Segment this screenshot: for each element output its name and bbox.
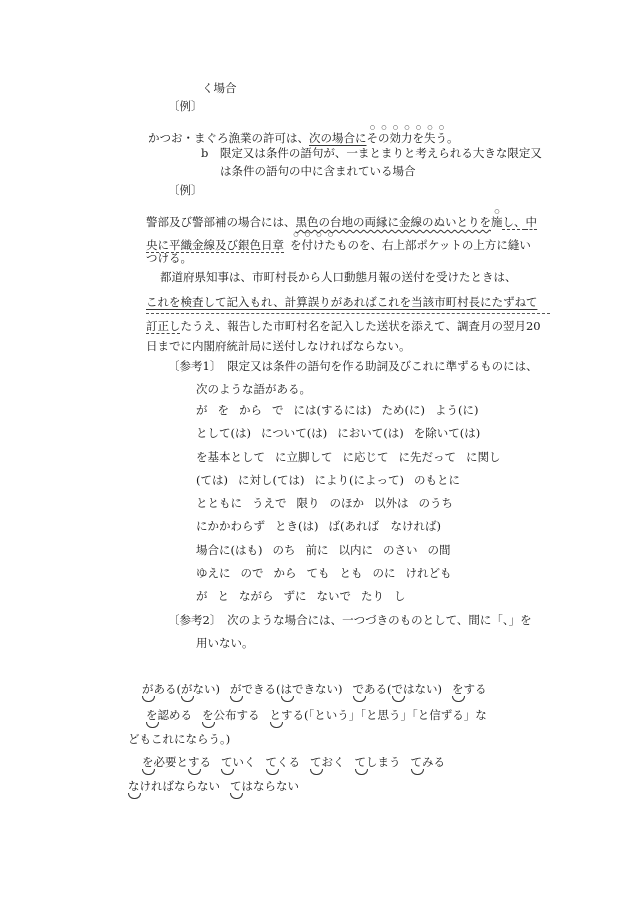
marked-particle: な <box>128 779 140 793</box>
reference-1-word: のうち <box>418 496 453 510</box>
reference-1-word: にかかわらず <box>196 519 265 533</box>
para-2-dashed-rule <box>146 313 550 314</box>
reference-1-word: を除いて(は) <box>413 426 481 440</box>
marked-particle: て <box>265 755 277 769</box>
marked-particle: を <box>452 682 464 696</box>
reference-1-row <box>196 452 501 464</box>
bottom-line-5 <box>128 781 299 793</box>
para-2-underlined: これを検査して記入もれ、計算誤りがあればこれを当該市町村長にたずねて <box>146 295 538 309</box>
reference-1-word: から <box>239 403 262 417</box>
example-1-dotted: その効力を失う。 <box>366 131 459 145</box>
para-2-line-4: 日までに内閣府統計局に送付しなければならない。 <box>146 339 411 353</box>
reference-1-word: において(は) <box>337 426 404 440</box>
reference-1-word: ても <box>306 566 330 580</box>
phrase-text: できない) <box>292 682 343 696</box>
bottom-2-text-b: 公布する <box>213 708 260 722</box>
example-1-text <box>148 124 459 145</box>
reference-1-word: とともに <box>196 496 242 510</box>
reference-1-word: うえで <box>252 496 287 510</box>
reference-1-word: のさい <box>382 543 418 557</box>
bottom-2-mark-c: と <box>269 708 281 722</box>
reference-1-row <box>196 545 450 557</box>
reference-1-word: のち <box>272 543 296 557</box>
reference-1-word: 場合に(はも) <box>196 543 263 557</box>
marked-particle: で <box>391 682 403 696</box>
reference-2-heading: 〔参考2〕 次のような場合には、一つづきのものとして、間に「、」を <box>168 613 532 627</box>
para-1-line-1 <box>146 208 537 229</box>
reference-1-word: のに <box>372 566 396 580</box>
phrase-text: ある( <box>364 682 392 696</box>
reference-1-word: とも <box>339 566 363 580</box>
para-2-line-3 <box>146 321 541 333</box>
para-2-line-2 <box>146 297 537 309</box>
reference-1-word: (ては) <box>196 473 228 487</box>
reference-1-row <box>196 498 453 510</box>
reference-1-word: を基本として <box>196 450 265 464</box>
para-1-dotted-b: を付けた <box>290 238 336 252</box>
reference-1-word: のほか <box>329 496 364 510</box>
para-2-line-1: 都道府県知事は、市町村長から人口動態月報の送付を受けたときは、 <box>160 270 517 284</box>
reference-1-word: ため(に) <box>381 403 425 417</box>
para-1-dashed-a: し、 <box>502 215 526 229</box>
reference-1-row <box>196 475 460 487</box>
reference-1-row <box>196 428 480 440</box>
para-1-wavy: 黒色の台地の両縁に金線のぬいとりを <box>295 215 491 229</box>
bottom-2-mark-b: を <box>202 708 214 722</box>
bottom-2-mark-a: を <box>146 708 158 722</box>
reference-1-row <box>196 521 441 533</box>
reference-1-word: ば(あれば なければ) <box>328 519 441 533</box>
reference-1-word: たり <box>361 589 384 603</box>
reference-1-word: ずに <box>283 589 307 603</box>
phrase-text: おく <box>321 755 345 769</box>
example-1-part-a: かつお・まぐろ漁業の許可は、 <box>148 131 309 145</box>
bottom-line-2 <box>146 710 487 722</box>
phrase-text: する <box>463 682 487 696</box>
marked-particle: を <box>142 755 154 769</box>
phrase-text: ない) <box>192 682 220 696</box>
reference-1-word: ないで <box>316 589 351 603</box>
reference-2-continuation: 用いない。 <box>196 636 254 650</box>
reference-1-word: 以外は <box>374 496 409 510</box>
para-1-dashed-b: 中 <box>525 215 537 229</box>
example-label-2: 〔例〕 <box>168 183 203 197</box>
para-1-part-c: ものを、右上部ポケットの上方に縫い <box>336 238 531 252</box>
reference-1-row <box>196 405 478 417</box>
reference-1-word: に立脚して <box>275 450 333 464</box>
reference-1-word: について(は) <box>260 426 328 440</box>
reference-1-word: の間 <box>427 543 451 557</box>
reference-1-word: と <box>217 589 229 603</box>
bottom-line-1 <box>142 684 487 696</box>
phrase-text: はならない <box>241 779 299 793</box>
para-1-dashed-c: 央に平織金線及び銀色日章 <box>146 238 284 252</box>
reference-1-word: に関し <box>466 450 501 464</box>
reference-1-word: から <box>273 566 297 580</box>
marked-particle: が <box>181 682 193 696</box>
reference-1-word: けれども <box>405 566 452 580</box>
marked-particle: が <box>142 682 154 696</box>
reference-1-word: よう(に) <box>434 403 479 417</box>
reference-1-word: ので <box>240 566 264 580</box>
reference-1-word: に対し(ては) <box>237 473 305 487</box>
reference-1-row <box>196 591 406 603</box>
item-b-heading: b 限定又は条件の語句が、一まとまりと考えられる大きな限定又 <box>201 146 542 160</box>
reference-1-word: し <box>394 589 406 603</box>
marked-particle: て <box>230 779 242 793</box>
phrase-text: ければならない <box>139 779 220 793</box>
phrase-text: くる <box>277 755 300 769</box>
reference-1-row <box>196 568 452 580</box>
reference-1-word: 限り <box>296 496 320 510</box>
phrase-text: できる( <box>241 682 281 696</box>
para-2-part-b: たうえ、報告した市町村名を記入した送状を添えて、調査月の翌月20 <box>180 319 541 333</box>
reference-1-word: に先だって <box>398 450 456 464</box>
para-2-dashed-word: 訂正し <box>146 319 181 333</box>
phrase-text: ある( <box>153 682 181 696</box>
reference-1-word: として(は) <box>196 426 251 440</box>
para-1-line-3: つける。 <box>146 251 192 265</box>
item-b-continuation: は条件の語句の中に含まれている場合 <box>220 164 416 178</box>
para-1-line-2 <box>146 231 531 252</box>
reference-1-word: に応じて <box>342 450 389 464</box>
line-ku-baai: く場合 <box>202 81 237 95</box>
reference-1-word: 以内に <box>338 543 373 557</box>
example-label-1: 〔例〕 <box>168 99 203 113</box>
para-1-dotted-char: 施 <box>491 215 503 229</box>
reference-1-word: ながら <box>239 589 274 603</box>
marked-particle: て <box>354 755 366 769</box>
bottom-line-4 <box>142 757 445 769</box>
reference-1-word: が <box>196 403 208 417</box>
phrase-text: る <box>199 755 211 769</box>
marked-particle: て <box>221 755 233 769</box>
reference-1-word: のもとに <box>413 473 460 487</box>
marked-particle: が <box>230 682 242 696</box>
bottom-2-text-c: する(「という」「と思う」「と信ずる」な <box>281 708 487 722</box>
bottom-2-text-a: 認める <box>157 708 192 722</box>
marked-particle: て <box>310 755 322 769</box>
reference-1-word: とき(は) <box>275 519 319 533</box>
phrase-text: いく <box>232 755 256 769</box>
para-1-part-a: 警部及び警部補の場合には、 <box>146 215 296 229</box>
marked-particle: は <box>280 682 292 696</box>
marked-particle: て <box>410 755 422 769</box>
marked-particle: で <box>352 682 364 696</box>
phrase-text: しまう <box>366 755 401 769</box>
phrase-text: はない) <box>403 682 442 696</box>
reference-1-word: には(するには) <box>293 403 372 417</box>
reference-1-heading: 〔参考1〕 限定又は条件の語句を作る助詞及びこれに準ずるものには、 <box>168 359 538 373</box>
reference-1-word: 前に <box>305 543 329 557</box>
reference-1-word: で <box>272 403 284 417</box>
example-1-underlined: 次の場合に <box>309 131 367 145</box>
phrase-text: みる <box>422 755 445 769</box>
reference-1-word: が <box>196 589 208 603</box>
reference-1-continuation: 次のような語がある。 <box>196 382 311 396</box>
reference-1-word: により(によって) <box>314 473 404 487</box>
reference-1-word: を <box>217 403 229 417</box>
marked-particle: す <box>188 755 200 769</box>
bottom-line-3: どもこれにならう。) <box>128 732 231 746</box>
reference-1-word: ゆえに <box>196 566 231 580</box>
phrase-text: 必要と <box>153 755 188 769</box>
